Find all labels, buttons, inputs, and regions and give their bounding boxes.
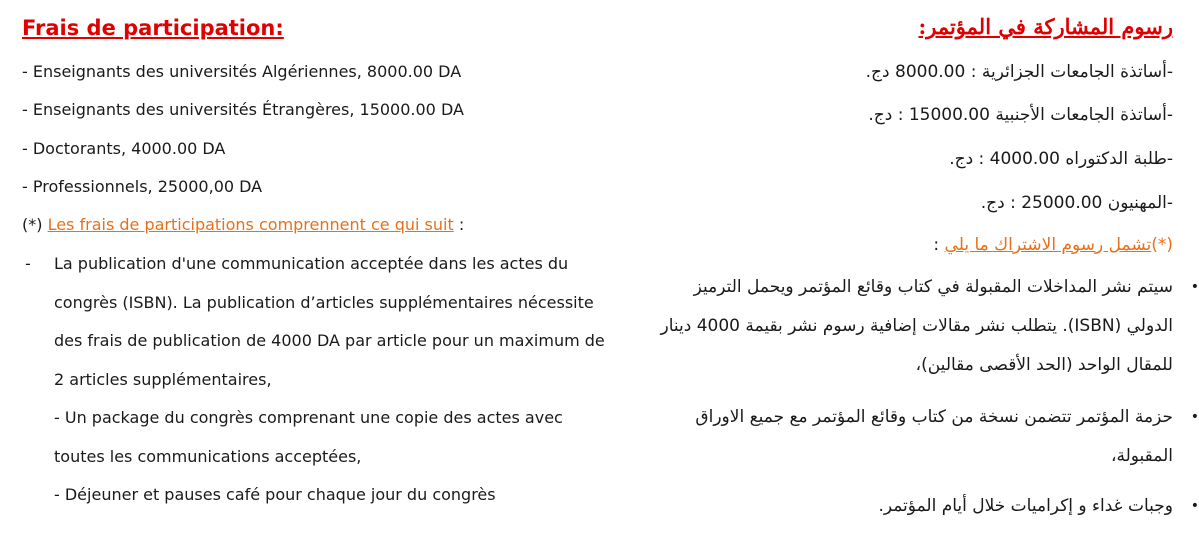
- bullet-icon: •: [1190, 498, 1199, 514]
- ar-fee-line-algerian-teachers: -أساتذة الجامعات الجزائرية : 8000.00 دج.: [865, 62, 1173, 82]
- benefit-text: La publication d'une communication acceptée dans les actes du congrès (ISBN). La publication d’articles supplémentaires nécessite des frais de publication de 4000 DA par article pour un maximum de 2 articles supplémentaires,: [54, 254, 605, 389]
- ar-note-marker: (*): [1151, 235, 1173, 255]
- bullet-icon: •: [1190, 409, 1199, 425]
- bullet-icon: •: [1190, 279, 1199, 295]
- benefit-text: - Déjeuner et pauses café pour chaque jour du congrès: [54, 485, 496, 504]
- ar-note-link[interactable]: تشمل رسوم الاشتراك ما يلي: [944, 235, 1152, 255]
- benefit-text: - Un package du congrès comprenant une copie des actes avec toutes les communications acceptées,: [54, 408, 563, 466]
- fees-note: [22, 215, 464, 234]
- ar-benefit-publication: [643, 268, 1199, 385]
- fee-line-foreign-teachers: - Enseignants des universités Étrangères, 15000.00 DA: [22, 100, 464, 119]
- ar-fee-line-professionals: -المهنيون 25000.00 : دج.: [980, 193, 1173, 213]
- note-marker: (*): [22, 215, 43, 234]
- note-link[interactable]: Les frais de participations comprennent ce qui suit: [47, 215, 454, 234]
- ar-fee-line-doctoral-students: -طلبة الدكتوراه 4000.00 : دج.: [949, 149, 1173, 169]
- ar-fee-line-foreign-teachers: -أساتذة الجامعات الأجنبية 15000.00 : دج.: [868, 105, 1173, 125]
- ar-benefit-package: [643, 398, 1199, 476]
- note-colon: :: [453, 215, 465, 234]
- ar-benefit-text: سيتم نشر المداخلات المقبولة في كتاب وقائع المؤتمر ويحمل الترميز الدولي (ISBN). يتطلب نشر مقالات إضافية رسوم نشر بقيمة 4000 دينار للمقال الواحد (الحد الأقصى مقالين)،: [660, 277, 1173, 375]
- fee-line-doctorants: - Doctorants, 4000.00 DA: [22, 139, 226, 158]
- ar-benefit-text: حزمة المؤتمر تتضمن نسخة من كتاب وقائع المؤتمر مع جميع الاوراق المقبولة،: [695, 407, 1173, 466]
- ar-note-colon: :: [933, 235, 945, 255]
- arabic-title: رسوم المشاركة في المؤتمر:: [918, 14, 1173, 39]
- french-title: Frais de participation:: [22, 16, 284, 40]
- fee-line-algerian-teachers: - Enseignants des universités Algériennes, 8000.00 DA: [22, 62, 462, 81]
- ar-benefit-text: وجبات غداء و إكراميات خلال أيام المؤتمر.: [878, 496, 1173, 516]
- fee-line-professionnels: - Professionnels, 25000,00 DA: [22, 177, 263, 196]
- ar-benefit-meals: [643, 487, 1199, 526]
- ar-fees-note: [933, 235, 1173, 255]
